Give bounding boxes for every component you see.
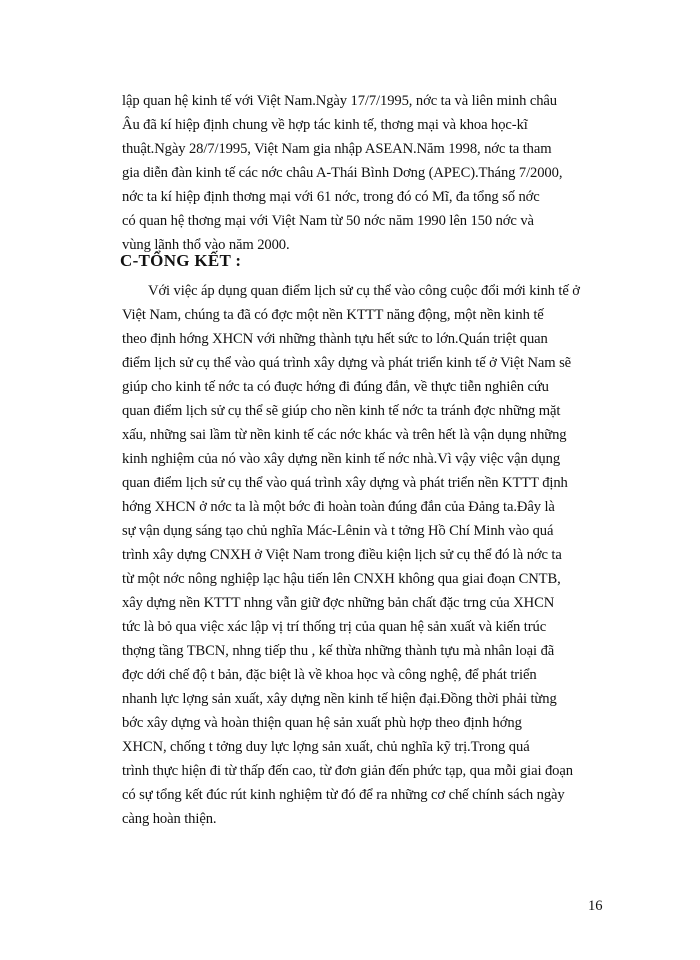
text-line: theo định hớng XHCN với những thành tựu hết sức to lớn.Quán triệt quan	[122, 331, 548, 347]
text-line: thuật.Ngày 28/7/1995, Việt Nam gia nhập ASEAN.Năm 1998, nớc ta tham	[122, 141, 552, 157]
text-line: gia diễn đàn kinh tế các nớc châu A-Thái Bình Dơng (APEC).Tháng 7/2000,	[122, 165, 563, 181]
text-line: Với việc áp dụng quan điểm lịch sử cụ thể vào công cuộc đổi mới kinh tế ở	[148, 283, 580, 299]
text-line: trình xây dựng CNXH ở Việt Nam trong điều kiện lịch sử cụ thể đó là nớc ta	[122, 547, 562, 563]
text-line: quan điểm lịch sử cụ thể vào quá trình xây dựng và phát triển nền KTTT định	[122, 475, 568, 491]
text-line: thợng tầng TBCN, nhng tiếp thu , kế thừa những thành tựu mà nhân loại đã	[122, 643, 555, 659]
text-line: nhanh lực lợng sản xuất, xây dựng nền kinh tế hiện đại.Đồng thời phải từng	[122, 691, 557, 707]
text-line: kinh nghiệm của nó vào xây dựng nền kinh tế nớc nhà.Vì vậy việc vận dụng	[122, 451, 561, 467]
text-line: nớc ta kí hiệp định thơng mại với 61 nớc, trong đó có Mĩ, đa tổng số nớc	[122, 189, 540, 205]
text-line: bớc xây dựng và hoàn thiện quan hệ sản xuất phù hợp theo định hớng	[122, 715, 522, 731]
text-line: Việt Nam, chúng ta đã có đợc một nền KTTT năng động, một nền kinh tế	[122, 307, 544, 323]
text-line: đợc dới chế độ t bản, đặc biệt là về khoa học và công nghệ, để phát triển	[122, 667, 537, 683]
text-line: XHCN, chống t tởng duy lực lợng sản xuất, chủ nghĩa kỹ trị.Trong quá	[122, 739, 530, 755]
text-line: sự vận dụng sáng tạo chủ nghĩa Mác-Lênin và t tởng Hồ Chí Minh vào quá	[122, 523, 554, 539]
text-line: tức là bỏ qua việc xác lập vị trí thống trị của quan hệ sản xuất và kiến trúc	[122, 619, 547, 635]
text-line: Âu đã kí hiệp định chung về hợp tác kinh tế, thơng mại và khoa học-kĩ	[122, 117, 528, 133]
text-line: vùng lãnh thổ vào năm 2000.	[122, 237, 290, 253]
text-line: xây dựng nền KTTT nhng vẫn giữ đợc những bản chất đặc trng của XHCN	[122, 595, 555, 611]
text-line: trình thực hiện đi từ thấp đến cao, từ đơn giản đến phức tạp, qua mỗi giai đoạn	[122, 763, 573, 779]
text-line: quan điểm lịch sử cụ thể sẽ giúp cho nền kinh tế nớc ta tránh đợc những mặt	[122, 403, 561, 419]
text-line: từ một nớc nông nghiệp lạc hậu tiến lên CNXH không qua giai đoạn CNTB,	[122, 571, 561, 587]
text-line: hớng XHCN ở nớc ta là một bớc đi hoàn toàn đúng đắn của Đảng ta.Đây là	[122, 499, 555, 515]
text-line: xấu, những sai lầm từ nền kinh tế các nớc khác và trên hết là vận dụng những	[122, 427, 567, 443]
section-heading: C-TỔNG KẾT :	[120, 251, 242, 270]
text-line: càng hoàn thiện.	[122, 811, 217, 827]
text-line: điểm lịch sử cụ thể vào quá trình xây dựng và phát triển kinh tế ở Việt Nam sẽ	[122, 355, 572, 371]
page-number: 16	[588, 898, 603, 914]
text-line: lập quan hệ kinh tế với Việt Nam.Ngày 17/7/1995, nớc ta và liên minh châu	[122, 93, 557, 109]
text-line: giúp cho kinh tế nớc ta có đuợc hớng đi đúng đắn, về thực tiễn nghiên cứu	[122, 379, 549, 395]
text-line: có sự tổng kết đúc rút kinh nghiệm từ đó để ra những cơ chế chính sách ngày	[122, 787, 565, 803]
text-line: có quan hệ thơng mại với Việt Nam từ 50 nớc năm 1990 lên 150 nớc và	[122, 213, 534, 229]
